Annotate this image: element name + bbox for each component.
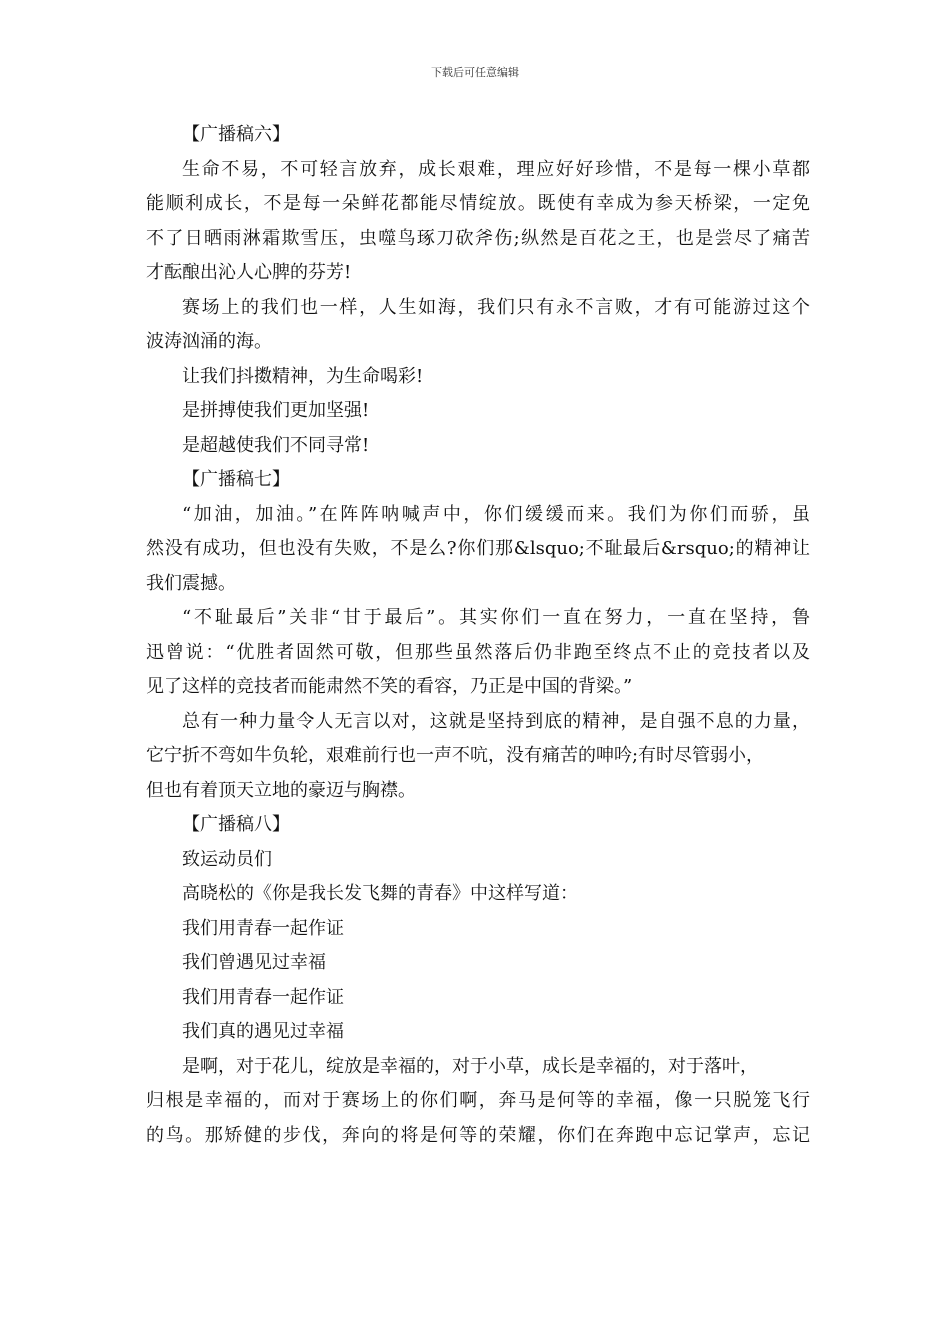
document-body	[146, 118, 810, 1153]
text-line: 是超越使我们不同寻常!	[182, 434, 370, 456]
text-line: 让我们抖擞精神，为生命喝彩!	[182, 365, 424, 387]
text-line: 然没有成功，但也没有失败，不是么?你们那&lsquo;不耻最后&rsquo;的精神让	[146, 538, 810, 559]
text-line: 我们用青春一起作证	[182, 917, 344, 939]
text-line: 赛场上的我们也一样，人生如海，我们只有永不言败，才有可能游过这个	[182, 296, 810, 318]
text-line: 见了这样的竞技者而能肃然不笑的看容，乃正是中国的背梁。”	[146, 676, 633, 697]
text-line: “加油，加油。”在阵阵呐喊声中，你们缓缓而来。我们为你们而骄，虽	[182, 503, 810, 525]
text-line: 总有一种力量令人无言以对，这就是坚持到底的精神，是自强不息的力量，	[182, 710, 810, 732]
text-line: 致运动员们	[182, 848, 272, 870]
text-line: 【广播稿七】	[182, 469, 290, 490]
text-line: 才酝酿出沁人心脾的芬芳!	[146, 262, 352, 283]
text-line: 我们用青春一起作证	[182, 986, 344, 1008]
text-line: 高晓松的《你是我长发飞舞的青春》中这样写道：	[182, 883, 578, 904]
text-line: 迅曾说：“优胜者固然可敬，但那些虽然落后仍非跑至终点不止的竞技者以及	[146, 641, 810, 663]
text-line: 它宁折不弯如牛负轮，艰难前行也一声不吭，没有痛苦的呻吟;有时尽管弱小，	[146, 745, 765, 766]
text-line: 是拼搏使我们更加坚强!	[182, 400, 370, 421]
text-line: 是啊，对于花儿，绽放是幸福的，对于小草，成长是幸福的，对于落叶，	[182, 1055, 758, 1077]
text-line: 波涛汹涌的海。	[146, 331, 272, 352]
text-line: 但也有着顶天立地的豪迈与胸襟。	[146, 779, 416, 801]
text-line: 【广播稿八】	[182, 814, 290, 835]
text-line: 的鸟。那矫健的步伐，奔向的将是何等的荣耀，你们在奔跑中忘记掌声，忘记	[146, 1124, 810, 1146]
text-line: 生命不易，不可轻言放弃，成长艰难，理应好好珍惜，不是每一棵小草都	[182, 158, 810, 180]
text-line: 归根是幸福的，而对于赛场上的你们啊，奔马是何等的幸福，像一只脱笼飞行	[146, 1090, 810, 1111]
text-line: 我们震撼。	[146, 572, 236, 594]
text-line: 我们曾遇见过幸福	[182, 952, 326, 973]
text-line: 我们真的遇见过幸福	[182, 1021, 344, 1042]
text-line: “不耻最后”关非“甘于最后”。其实你们一直在努力，一直在坚持，鲁	[182, 607, 810, 628]
page-header: 下载后可任意编辑	[431, 66, 519, 79]
text-line: 能顺利成长，不是每一朵鲜花都能尽情绽放。既使有幸成为参天桥梁，一定免	[146, 193, 810, 214]
text-line: 【广播稿六】	[182, 124, 290, 145]
text-line: 不了日晒雨淋霜欺雪压，虫噬鸟琢刀砍斧伤;纵然是百花之王，也是尝尽了痛苦	[146, 227, 810, 249]
